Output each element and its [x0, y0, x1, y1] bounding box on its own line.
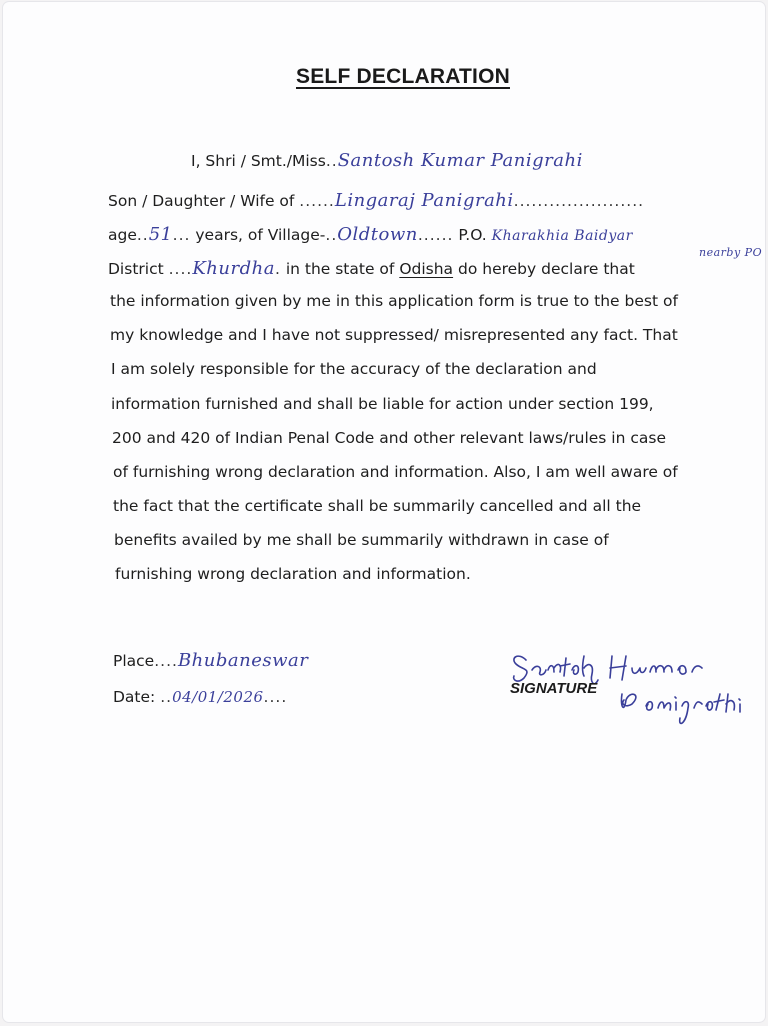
po-note: [699, 242, 762, 260]
signature-label: SIGNATURE: [510, 680, 598, 697]
body-line: [112, 429, 700, 447]
document-title: SELF DECLARATION: [296, 65, 510, 88]
years-label: years, of Village-: [195, 226, 326, 244]
body-line: [115, 565, 471, 583]
district-label: District: [108, 260, 164, 278]
body-line: [113, 463, 701, 481]
parent-name: Lingaraj Panigrahi: [334, 190, 514, 211]
po-note-text: nearby PO: [699, 246, 763, 259]
declaration-page: [3, 2, 765, 1022]
body-text: of furnishing wrong declaration and information. Also, I am well aware of: [113, 463, 678, 481]
body-text: 200 and 420 of Indian Penal Code and other relevant laws/rules in case: [112, 429, 666, 447]
age-value: 51: [148, 224, 173, 245]
date-label: Date:: [113, 688, 156, 706]
body-text: the information given by me in this application form is true to the best of: [110, 292, 678, 310]
relation-prefix: Son / Daughter / Wife of: [108, 192, 295, 210]
place-line: Place....Bhubaneswar: [113, 650, 309, 671]
declare-text: do hereby declare that: [458, 260, 635, 278]
relation-line: Son / Daughter / Wife of ......Lingaraj Panigrahi......................: [108, 190, 645, 211]
po-label: P.O.: [458, 226, 487, 244]
district-line: District ....Khurdha. in the state of Odisha do hereby declare that: [108, 258, 635, 279]
village-value: Oldtown: [337, 224, 418, 245]
name-line: I, Shri / Smt./Miss..Santosh Kumar Panigrahi: [191, 150, 583, 171]
date-line: Date: ..04/01/2026....: [113, 688, 288, 706]
date-value: 04/01/2026: [172, 688, 264, 706]
state-prefix: in the state of: [285, 260, 395, 278]
body-line: [110, 292, 698, 310]
body-text: the fact that the certificate shall be summarily cancelled and all the: [113, 497, 642, 515]
age-village-line: age..51... years, of Village-..Oldtown...... P.O. Kharakhia Baidyar: [108, 224, 633, 245]
name-prefix: I, Shri / Smt./Miss: [191, 152, 326, 170]
body-line: [111, 395, 699, 413]
body-text: information furnished and shall be liable for action under section 199,: [111, 395, 654, 413]
place-value: Bhubaneswar: [177, 650, 309, 671]
body-text: benefits availed by me shall be summarily withdrawn in case of: [114, 531, 609, 549]
body-line: [110, 326, 698, 344]
age-label: age: [108, 226, 137, 244]
applicant-name: Santosh Kumar Panigrahi: [337, 150, 583, 171]
district-value: Khurdha: [192, 258, 275, 279]
po-value: Kharakhia Baidyar: [491, 228, 633, 244]
state-value: Odisha: [399, 260, 454, 278]
body-text: my knowledge and I have not suppressed/ misrepresented any fact. That: [110, 326, 678, 344]
body-text: furnishing wrong declaration and information.: [115, 565, 471, 583]
place-label: Place: [113, 652, 155, 670]
body-text: I am solely responsible for the accuracy of the declaration and: [111, 360, 597, 378]
body-line: [113, 497, 701, 515]
body-line: [114, 531, 702, 549]
body-line: [111, 360, 699, 378]
